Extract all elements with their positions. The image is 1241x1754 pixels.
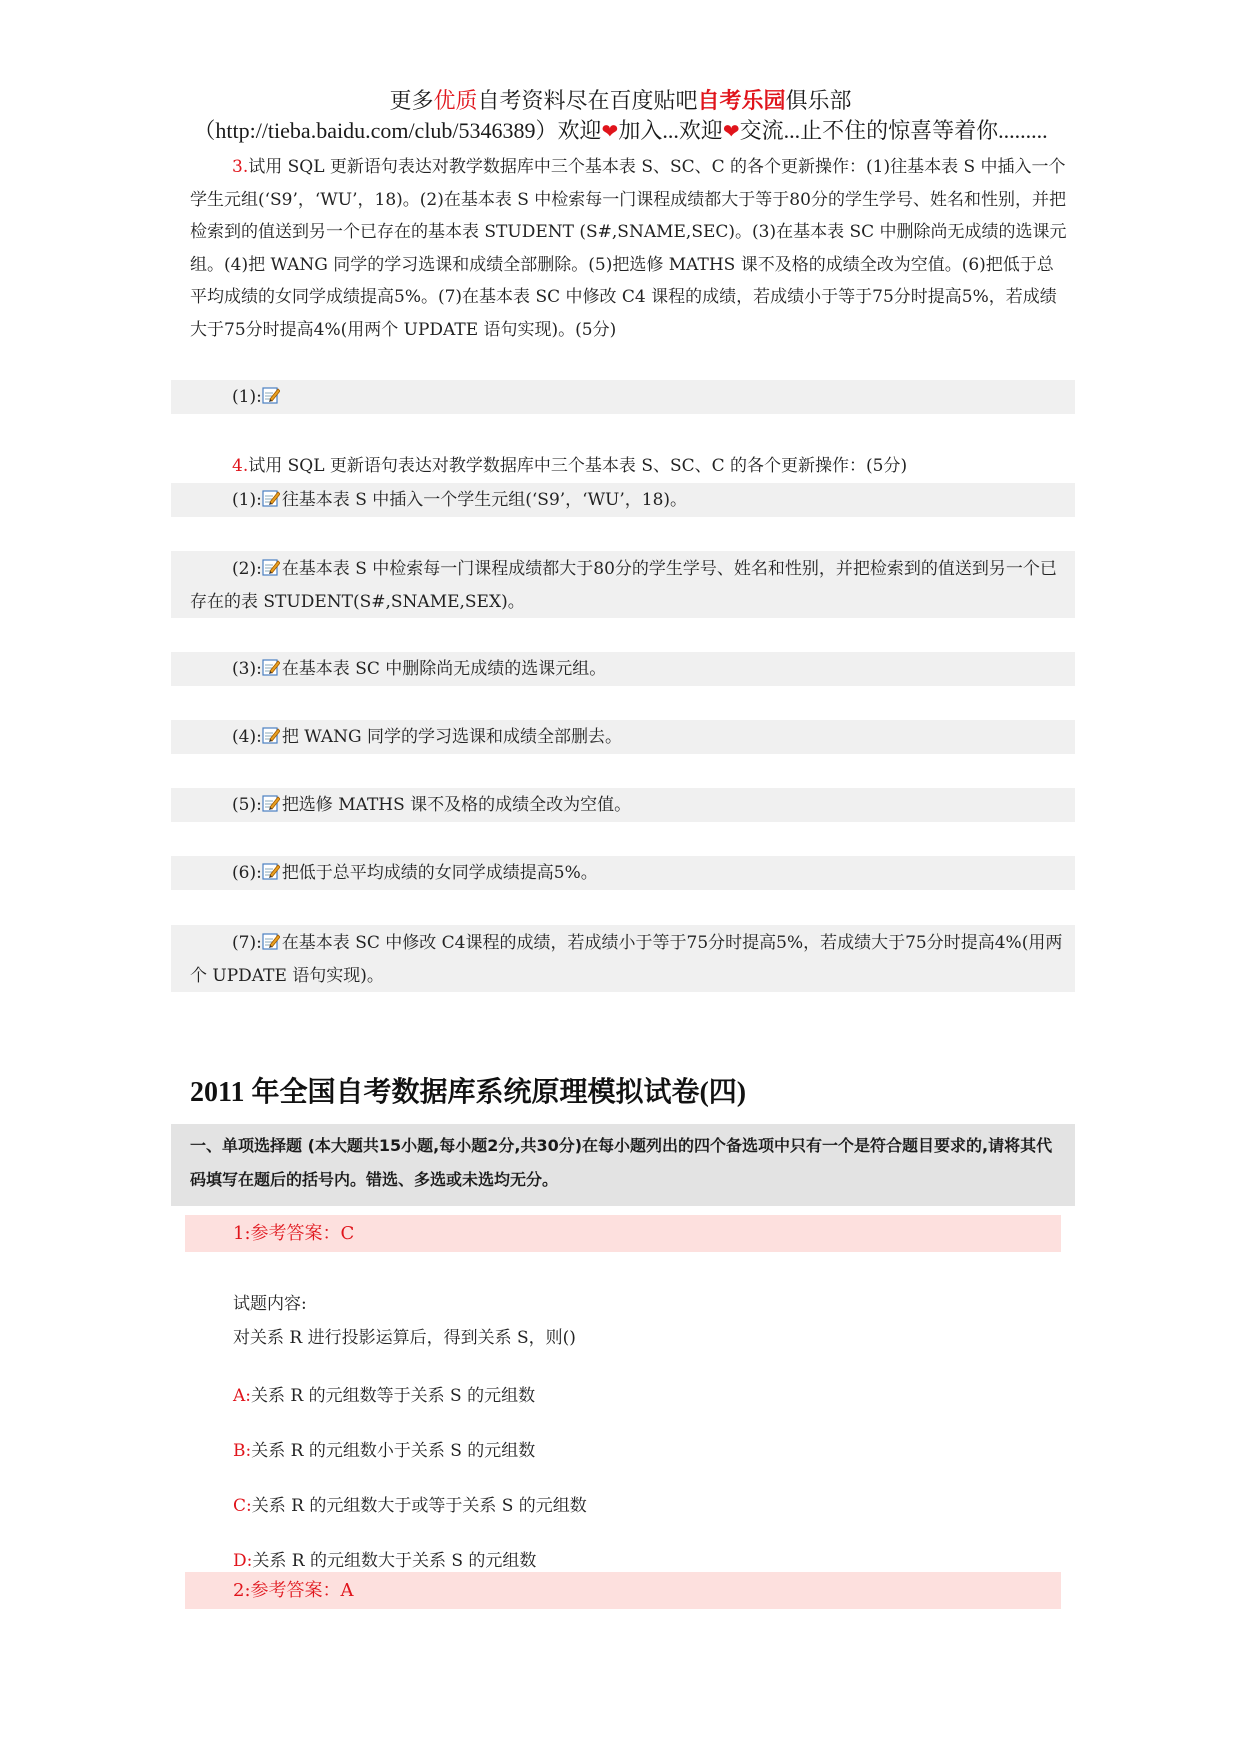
option-text: 关系 R 的元组数大于或等于关系 S 的元组数	[251, 1496, 587, 1516]
option-text: 关系 R 的元组数等于关系 S 的元组数	[251, 1386, 536, 1406]
question-text: 试用 SQL 更新语句表达对教学数据库中三个基本表 S、SC、C 的各个更新操作：(1)往基本表 S 中插入一个学生元组(‘S9’，‘WU’，18)。(2)在基本表 S 中检索每一门课程成绩都大于等于80分的学生学号、姓名和性别，并把检索到的值送到另一个已存在的基本表 STUDENT (S#,SNAME,SEC)。(3)在基本表 SC 中删除尚无成绩的选课元组。(4)把 WANG 同学的学习选课和成绩全部删除。(5)把选修 MATHS 课不及格的成绩全改为空值。(6)把低于总平均成绩的女同学成绩提高5%。(7)在基本表 SC 中修改 C4 课程的成绩，若成绩小于等于75分时提高5%，若成绩大于75分时提高4%(用两个 UPDATE 语句实现)。(5分)	[190, 157, 1067, 340]
answer-value: A	[340, 1580, 354, 1601]
heart-icon: ❤	[601, 121, 619, 143]
q4-item-2	[190, 553, 1070, 618]
header-text: 自考资料尽在百度贴吧	[477, 88, 698, 113]
answer-value: C	[340, 1223, 355, 1244]
option-text: 关系 R 的元组数小于关系 S 的元组数	[251, 1441, 536, 1461]
header-text: 交流...止不住的惊喜等着你.........	[739, 118, 1048, 143]
sub-label: (1):	[232, 387, 262, 407]
sub-text: 往基本表 S 中插入一个学生元组(‘S9’，‘WU’，18)。	[281, 490, 688, 510]
option-c[interactable]	[233, 1490, 587, 1522]
option-letter: C:	[233, 1496, 252, 1516]
answer-1	[233, 1215, 354, 1252]
page-header	[0, 86, 1241, 147]
exam-title: 2011 年全国自考数据库系统原理模拟试卷(四)	[190, 1077, 747, 1108]
edit-pencil-icon[interactable]	[262, 726, 280, 744]
header-text: 更多	[389, 88, 434, 113]
sub-text: 把低于总平均成绩的女同学成绩提高5%。	[281, 863, 598, 883]
sub-text: 把选修 MATHS 课不及格的成绩全改为空值。	[281, 795, 632, 815]
question-3	[190, 151, 1070, 346]
edit-pencil-icon[interactable]	[262, 794, 280, 812]
answer-label: 2:参考答案：	[233, 1580, 341, 1601]
option-text: 关系 R 的元组数大于关系 S 的元组数	[252, 1551, 537, 1571]
q3-sub-1	[190, 381, 1070, 414]
heart-icon: ❤	[722, 121, 740, 143]
content-label: 试题内容:	[233, 1294, 307, 1314]
header-text: 俱乐部	[785, 88, 852, 113]
header-highlight: 优质	[433, 88, 478, 113]
q4-item-3	[190, 653, 1070, 686]
club-link-text[interactable]: （http://tieba.baidu.com/club/5346389）欢迎	[193, 118, 602, 143]
answer-2	[233, 1572, 354, 1609]
question-4	[190, 450, 1070, 483]
sub-label: (4):	[232, 727, 262, 747]
sub-text: 把 WANG 同学的学习选课和成绩全部删去。	[281, 727, 622, 747]
q4-item-6	[190, 857, 1070, 890]
sub-label: (3):	[232, 659, 262, 679]
sub-label: (1):	[232, 490, 262, 510]
answer-label: 1:参考答案：	[233, 1223, 341, 1244]
question-text: 试用 SQL 更新语句表达对教学数据库中三个基本表 S、SC、C 的各个更新操作：(5分)	[248, 456, 908, 476]
club-name: 自考乐园	[697, 88, 786, 113]
question-stem: 对关系 R 进行投影运算后，得到关系 S，则()	[233, 1328, 576, 1348]
q4-item-4	[190, 721, 1070, 754]
edit-pencil-icon[interactable]	[262, 558, 280, 576]
edit-pencil-icon[interactable]	[262, 862, 280, 880]
edit-pencil-icon[interactable]	[262, 932, 280, 950]
header-text: 加入...欢迎	[618, 118, 723, 143]
option-b[interactable]	[233, 1435, 535, 1467]
option-letter: D:	[233, 1551, 253, 1571]
sub-label: (6):	[232, 863, 262, 883]
edit-pencil-icon[interactable]	[262, 386, 280, 404]
sub-text: 在基本表 S 中检索每一门课程成绩都大于80分的学生学号、姓名和性别，并把检索到的值送到另一个已存在的表 STUDENT(S#,SNAME,SEX)。	[190, 559, 1057, 612]
q4-item-7	[190, 927, 1070, 992]
q4-item-5	[190, 789, 1070, 822]
q4-item-1	[190, 484, 1070, 517]
option-a[interactable]	[233, 1380, 535, 1412]
header-line-2	[0, 116, 1241, 147]
option-letter: A:	[233, 1386, 252, 1406]
question-number: 4.	[232, 456, 249, 476]
sub-label: (7):	[232, 933, 262, 953]
sub-text: 在基本表 SC 中删除尚无成绩的选课元组。	[281, 659, 607, 679]
section-instructions: 一、单项选择题 (本大题共15小题,每小题2分,共30分)在每小题列出的四个备选项中只有一个是符合题目要求的,请将其代码填写在题后的括号内。错选、多选或未选均无分。	[190, 1136, 1053, 1189]
option-letter: B:	[233, 1441, 252, 1461]
question-number: 3.	[232, 157, 249, 177]
sub-label: (5):	[232, 795, 262, 815]
edit-pencil-icon[interactable]	[262, 489, 280, 507]
sub-label: (2):	[232, 559, 262, 579]
header-line-1	[0, 86, 1241, 116]
sub-text: 在基本表 SC 中修改 C4课程的成绩，若成绩小于等于75分时提高5%，若成绩大于75分时提高4%(用两个 UPDATE 语句实现)。	[190, 933, 1063, 986]
edit-pencil-icon[interactable]	[262, 658, 280, 676]
